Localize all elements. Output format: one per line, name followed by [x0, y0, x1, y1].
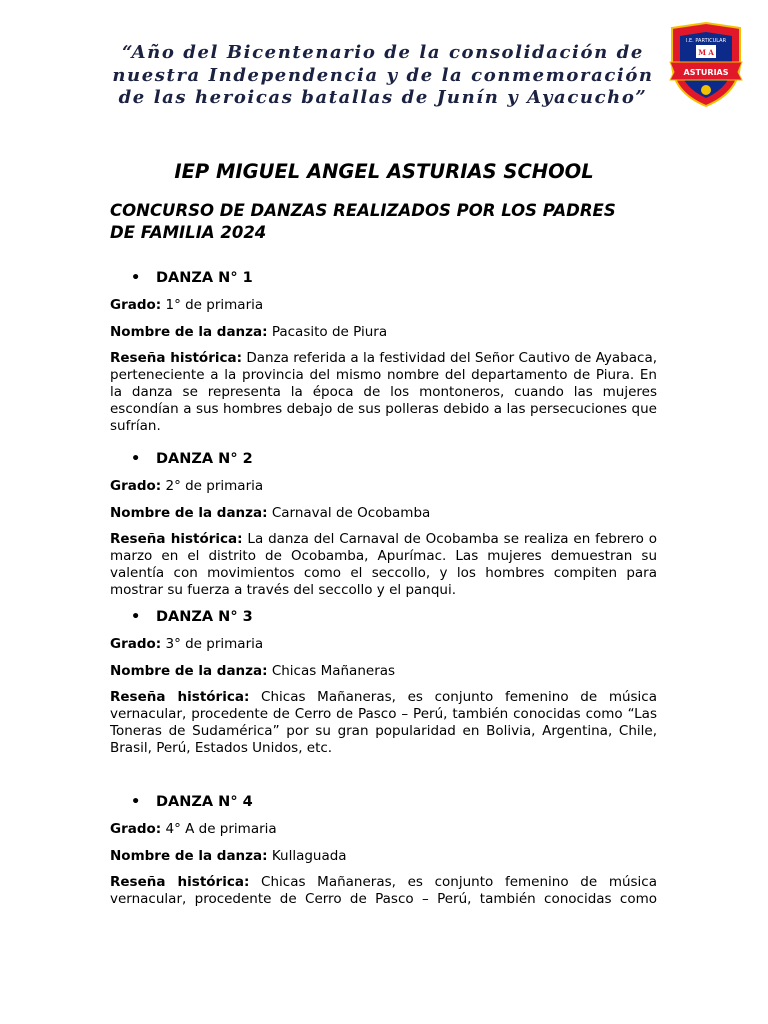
bullet: • — [131, 609, 141, 625]
dance-grade-2 — [110, 478, 657, 495]
grade-value: 3° de primaria — [165, 636, 264, 652]
dance-history-1 — [110, 350, 657, 435]
grade-value: 2° de primaria — [165, 478, 264, 494]
dance-name-value: Chicas Mañaneras — [271, 663, 396, 679]
school-title: IEP MIGUEL ANGEL ASTURIAS SCHOOL — [174, 160, 594, 183]
dance-name-label: Nombre de la danza: — [110, 848, 268, 864]
header-quote: “Año del Bicentenario de la consolidación de nuestra Independencia y de la conmemoración de las heroicas batallas de Junín y Ayacucho” — [112, 42, 654, 108]
history-label: Reseña histórica: — [110, 689, 250, 705]
grade-label: Grado: — [110, 821, 162, 837]
dance-name-4 — [110, 848, 657, 865]
dance-grade-4 — [110, 821, 657, 838]
bullet: • — [131, 451, 141, 467]
grade-label: Grado: — [110, 636, 162, 652]
history-label: Reseña histórica: — [110, 350, 243, 366]
dance-name-1 — [110, 324, 657, 341]
dance-history-4 — [110, 874, 657, 908]
contest-title: CONCURSO DE DANZAS REALIZADOS POR LOS PADRES DE FAMILIA 2024 — [110, 201, 616, 242]
dance-heading-text: DANZA N° 2 — [156, 451, 253, 467]
grade-label: Grado: — [110, 297, 162, 313]
bullet: • — [131, 270, 141, 286]
dance-name-value: Pacasito de Piura — [271, 324, 388, 340]
history-label: Reseña histórica: — [110, 531, 243, 547]
dance-heading-text: DANZA N° 1 — [156, 270, 253, 286]
crest-initials: M A — [698, 48, 714, 57]
dance-name-label: Nombre de la danza: — [110, 505, 268, 521]
grade-value: 4° A de primaria — [165, 821, 277, 837]
dance-grade-3 — [110, 636, 657, 653]
school-crest-logo — [668, 22, 744, 108]
dance-heading-1 — [131, 269, 253, 287]
bullet: • — [131, 794, 141, 810]
dance-heading-4 — [131, 793, 253, 811]
dance-name-2 — [110, 505, 657, 522]
grade-label: Grado: — [110, 478, 162, 494]
dance-name-value: Carnaval de Ocobamba — [271, 505, 431, 521]
history-text: Danza referida a la festividad del Señor Cautivo de Ayabaca, perteneciente a la provincia del mismo nombre del departamento de Piura. En la danza se representa la época de los montoneros, cuando las mujeres escondían a sus hombres debajo de sus polleras debido a las persecuciones que sufrían. — [110, 350, 658, 434]
dance-name-label: Nombre de la danza: — [110, 324, 268, 340]
dance-name-value: Kullaguada — [271, 848, 347, 864]
history-label: Reseña histórica: — [110, 874, 250, 890]
grade-value: 1° de primaria — [165, 297, 264, 313]
dance-heading-3 — [131, 608, 253, 626]
dance-history-2 — [110, 531, 657, 599]
dance-heading-text: DANZA N° 4 — [156, 794, 253, 810]
dance-heading-text: DANZA N° 3 — [156, 609, 253, 625]
dance-name-label: Nombre de la danza: — [110, 663, 268, 679]
history-text: La danza del Carnaval de Ocobamba se realiza en febrero o marzo en el distrito de Ocobamba, Apurímac. Las mujeres demuestran su valentía con movimientos como el seccollo, y los hombres compiten para mostrar su fuerza a través del seccollo y el panqui. — [110, 531, 657, 598]
crest-top-text: I.E. PARTICULAR — [685, 38, 727, 44]
dance-history-3 — [110, 689, 657, 757]
crest-ribbon-text: ASTURIAS — [683, 68, 729, 77]
dance-heading-2 — [131, 450, 253, 468]
dance-grade-1 — [110, 297, 657, 314]
history-text: Chicas Mañaneras, es conjunto femenino de música vernacular, procedente de Cerro de Pasco – Perú, también conocidas como “Las Toneras de Sudamérica” por su gran popularidad en Bolivia, Argentina, Chile, Brasil, Perú, Estados Unidos, etc. — [110, 689, 658, 756]
history-text: Chicas Mañaneras, es conjunto femenino de música vernacular, procedente de Cerro de Pasco – Perú, también conocidas como — [110, 874, 658, 907]
dance-name-3 — [110, 663, 657, 680]
